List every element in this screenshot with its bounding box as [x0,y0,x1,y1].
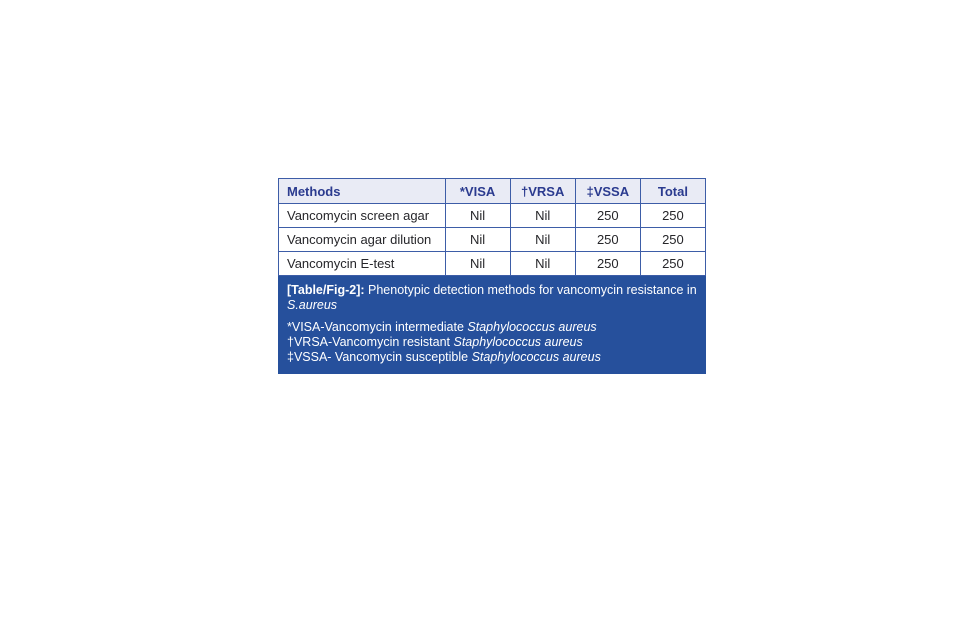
cell-vrsa: Nil [510,228,575,252]
footnote-vrsa-species: Staphylococcus aureus [453,335,583,349]
footnote-vrsa-text: †VRSA-Vancomycin resistant [287,335,454,349]
column-header-total: Total [640,179,705,204]
cell-total: 250 [640,204,705,228]
cell-vssa: 250 [575,204,640,228]
figure-caption-block [278,276,706,374]
figure-caption-label: [Table/Fig-2]: [287,283,365,297]
cell-method: Vancomycin E-test [279,252,446,276]
cell-visa: Nil [445,228,510,252]
column-header-vrsa: †VRSA [510,179,575,204]
table-header [279,179,706,204]
cell-visa: Nil [445,252,510,276]
figure-footnotes [287,320,697,365]
footnote-vssa-species: Staphylococcus aureus [471,350,601,364]
cell-vssa: 250 [575,228,640,252]
footnote-visa [287,320,697,335]
figure-caption [287,283,697,313]
footnote-visa-species: Staphylococcus aureus [467,320,597,334]
cell-total: 250 [640,228,705,252]
column-header-vssa: ‡VSSA [575,179,640,204]
cell-vssa: 250 [575,252,640,276]
table-row [279,252,706,276]
cell-vrsa: Nil [510,252,575,276]
figure-caption-text: Phenotypic detection methods for vancomycin resistance in [364,283,697,297]
table-fig-2-figure [278,178,706,374]
phenotypic-methods-table [278,178,706,276]
column-header-visa: *VISA [445,179,510,204]
table-body [279,204,706,276]
cell-visa: Nil [445,204,510,228]
cell-vrsa: Nil [510,204,575,228]
cell-total: 250 [640,252,705,276]
footnote-vssa-text: ‡VSSA- Vancomycin susceptible [287,350,472,364]
cell-method: Vancomycin screen agar [279,204,446,228]
footnote-vrsa [287,335,697,350]
cell-method: Vancomycin agar dilution [279,228,446,252]
figure-caption-species: S.aureus [287,298,338,312]
table-row [279,204,706,228]
table-row [279,228,706,252]
table-header-row [279,179,706,204]
footnote-vssa [287,350,697,365]
column-header-methods: Methods [279,179,446,204]
footnote-visa-text: *VISA-Vancomycin intermediate [287,320,468,334]
